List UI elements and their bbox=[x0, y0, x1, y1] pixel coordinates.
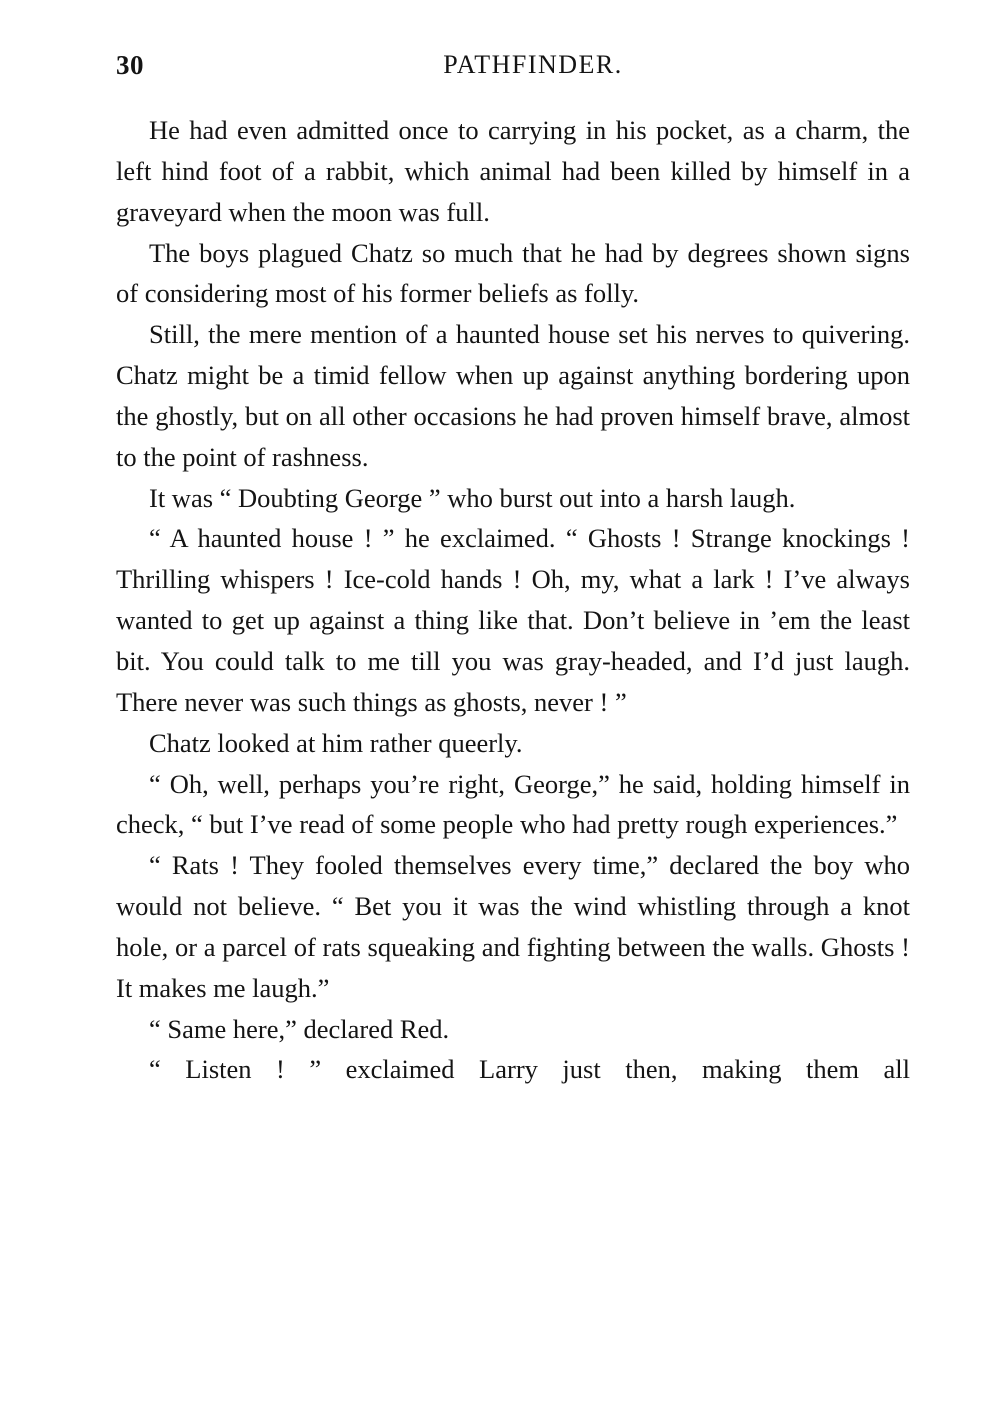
page-header bbox=[116, 50, 910, 90]
running-head: PATHFINDER. bbox=[443, 50, 623, 79]
paragraph-10: “ Listen ! ” exclaimed Larry just then, making them all bbox=[149, 1054, 910, 1085]
paragraph-8: “ Rats ! They fooled themselves every time,” declared the boy who would not believe. “ Bet you it was the wind whistling through a knot hole, or a parcel of rats squeaking and fighting between the walls. Ghosts ! It makes me laugh.” bbox=[116, 850, 910, 1003]
paragraph-6: Chatz looked at him rather queerly. bbox=[149, 727, 523, 758]
paragraph-7: “ Oh, well, perhaps you’re right, George,” he said, holding himself in check, “ but I’ve read of some people who had pretty rough experiences.” bbox=[116, 768, 910, 840]
paragraph-9: “ Same here,” declared Red. bbox=[149, 1013, 450, 1044]
page-number: 30 bbox=[116, 50, 144, 80]
paragraph-5: “ A haunted house ! ” he exclaimed. “ Ghosts ! Strange knockings ! Thrilling whispers ! Ice-cold hands ! Oh, my, what a lark ! I’ve always wanted to get up against a thing like that. Don’t believe in ’em the least bit. You could talk to me till you was gray-headed, and I’d just laugh. There never was such things as ghosts, never ! ” bbox=[116, 523, 910, 717]
paragraph-4: It was “ Doubting George ” who burst out into a harsh laugh. bbox=[149, 482, 796, 513]
paragraph-1: He had even admitted once to carrying in his pocket, as a charm, the left hind foot of a rabbit, which animal had been killed by himself in a graveyard when the moon was full. bbox=[116, 115, 910, 227]
body-text bbox=[116, 110, 910, 1090]
paragraph-3: Still, the mere mention of a haunted house set his nerves to quivering. Chatz might be a timid fellow when up against anything bordering upon the ghostly, but on all other occasions he had proven himself brave, almost to the point of rashness. bbox=[116, 319, 910, 472]
paragraph-2: The boys plagued Chatz so much that he had by degrees shown signs of considering most of his former beliefs as folly. bbox=[116, 237, 910, 309]
